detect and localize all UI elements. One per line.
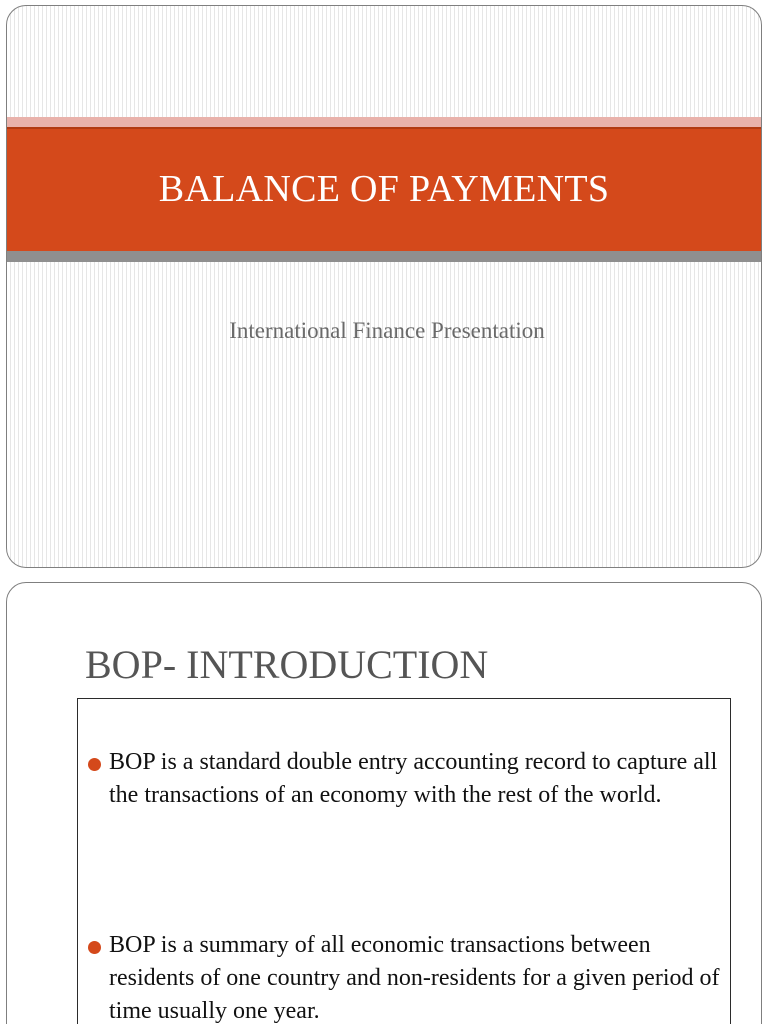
bullet-item — [88, 929, 724, 1024]
slide-title: BALANCE OF PAYMENTS — [158, 168, 610, 210]
slide-heading: BOP- INTRODUCTION — [85, 642, 489, 687]
bullet-dot-icon — [88, 758, 101, 771]
slide-subtitle: International Finance Presentation — [229, 318, 545, 343]
bullet-text: BOP is a summary of all economic transactions between residents of one country and non-residents for a given period of time usually one year. — [109, 932, 720, 1024]
title-slide — [6, 5, 762, 568]
content-box — [77, 698, 731, 1024]
title-band-bottom-accent — [7, 251, 761, 262]
bullet-item — [88, 746, 724, 812]
title-band-top-accent — [7, 117, 761, 127]
introduction-slide — [6, 582, 762, 1024]
bullet-text: BOP is a standard double entry accounting record to capture all the transactions of an economy with the rest of the world. — [109, 749, 718, 808]
bullet-dot-icon — [88, 941, 101, 954]
